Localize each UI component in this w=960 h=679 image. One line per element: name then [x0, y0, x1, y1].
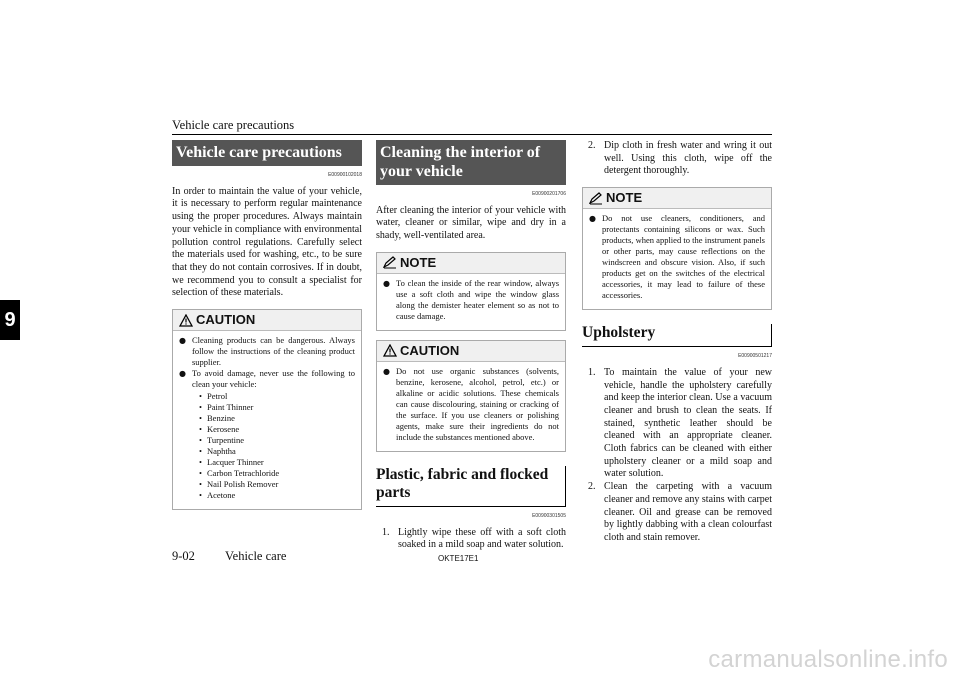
note-title: NOTE: [606, 190, 643, 206]
step-item: 1. To maintain the value of your new vehicle, handle the upholstery carefully and keep the interior clean. Use a vacuum cleaner and brush to clean the seats. If stained, synthetic leather should be cleaned with an appropriate cleaner. Cloth fabrics can be cleaned with either upholstery cleaner or a mild soap and water solution.: [588, 366, 772, 480]
steps-list: [376, 527, 566, 552]
caution-item: ● To avoid damage, never use the following to clean your vehicle:: [179, 368, 355, 390]
note-pencil-icon: [589, 192, 603, 205]
note-title: NOTE: [400, 254, 437, 270]
bullet-icon: ●: [589, 214, 596, 224]
caution-header: [173, 310, 361, 331]
note-header: [583, 188, 771, 209]
bullet-icon: ●: [383, 278, 390, 288]
list-item: • Kerosene: [199, 424, 240, 435]
section-code: E00900301505: [532, 512, 566, 519]
note-item: ● To clean the inside of the rear window, always use a soft cloth and wipe the window glass along the demister heater element so as not to cause damage.: [383, 277, 559, 321]
header-rule: [172, 134, 772, 135]
steps-list: [582, 140, 772, 178]
solvent-list: [199, 391, 355, 501]
caution-box: [172, 309, 362, 510]
footer-code: OKTE17E1: [438, 554, 479, 563]
column-1: [172, 140, 362, 510]
section-banner: Vehicle care precautions: [172, 140, 362, 166]
warning-triangle-icon: [179, 314, 193, 327]
note-box: [582, 187, 772, 310]
column-3: [582, 140, 772, 545]
section-code: E00900102018: [328, 172, 362, 178]
caution-title: CAUTION: [400, 342, 460, 358]
caution-item: ● Cleaning products can be dangerous. Always follow the instructions of the cleaning product supplier.: [179, 335, 355, 368]
section-banner: Cleaning the interior of your vehicle: [376, 140, 566, 185]
list-item: • Petrol: [199, 391, 228, 402]
intro-paragraph: After cleaning the interior of your vehicle with water, cleaner or similar, wipe and dry in a shady, well-ventilated area.: [376, 204, 566, 242]
list-item: • Benzine: [199, 413, 235, 424]
section-code: E00900501217: [738, 353, 772, 360]
section-heading: Plastic, fabric and flocked parts: [376, 466, 566, 507]
caution-title: CAUTION: [196, 312, 256, 328]
note-pencil-icon: [383, 256, 397, 269]
step-item: 2. Clean the carpeting with a vacuum cleaner and remove any stains with carpet cleaner. Oil and grease can be removed by lightly dabbing with a clean colourfast cloth and stain remover.: [588, 481, 772, 543]
list-item: • Carbon Tetrachloride: [199, 468, 280, 479]
step-item: 1. Lightly wipe these off with a soft cloth soaked in a mild soap and water solution.: [382, 526, 566, 551]
watermark[interactable]: carmanualsonline.info: [708, 646, 948, 673]
section-heading: Upholstery: [582, 324, 772, 347]
caution-box: [376, 340, 566, 452]
section-code: E00900201706: [532, 191, 566, 197]
page-number: 9-02: [172, 549, 195, 563]
column-2: [376, 140, 566, 552]
bullet-icon: ●: [179, 336, 186, 346]
list-item: • Lacquer Thinner: [199, 457, 264, 468]
warning-triangle-icon: [383, 344, 397, 357]
caution-header: [377, 341, 565, 362]
list-item: • Paint Thinner: [199, 402, 254, 413]
caution-item: ● Do not use organic substances (solvents, benzine, kerosene, alcohol, petrol, etc.) or alkaline or acidic solutions. These chemicals can cause discolouring, staining or cracking of the surface. If you use cleaners or polishing agents, make sure their ingredients do not include the substances mentioned above.: [383, 365, 559, 442]
list-item: • Acetone: [199, 490, 236, 501]
running-header: Vehicle care precautions: [172, 118, 295, 132]
list-item: • Naphtha: [199, 446, 236, 457]
note-box: [376, 252, 566, 331]
steps-list: [582, 367, 772, 545]
note-item: ● Do not use cleaners, conditioners, and protectants containing silicons or wax. Such products, when applied to the instrument panels or other parts, may cause reflections on the windscreen and obscure vision. Also, if such products get on the switches of the electrical accessories, it may lead to failure of these accessories.: [589, 213, 765, 301]
note-header: [377, 253, 565, 274]
footer-section: Vehicle care: [225, 549, 287, 563]
intro-paragraph: In order to maintain the value of your vehicle, it is necessary to perform regular maintenance using the proper procedures. Always maintain your vehicle in compliance with environmental pollution control regulations. Carefully select the materials used for washing, etc., to be sure that they do not contain corrosives. If in doubt, we recommend you to consult a specialist for selection of these materials.: [172, 185, 362, 299]
list-item: • Turpentine: [199, 435, 244, 446]
bullet-icon: ●: [179, 369, 186, 379]
chapter-tab[interactable]: 9: [0, 300, 20, 340]
bullet-icon: ●: [383, 366, 390, 376]
list-item: • Nail Polish Remover: [199, 479, 279, 490]
step-item: 2. Dip cloth in fresh water and wring it out well. Using this cloth, wipe off the detergent thoroughly.: [588, 140, 772, 177]
